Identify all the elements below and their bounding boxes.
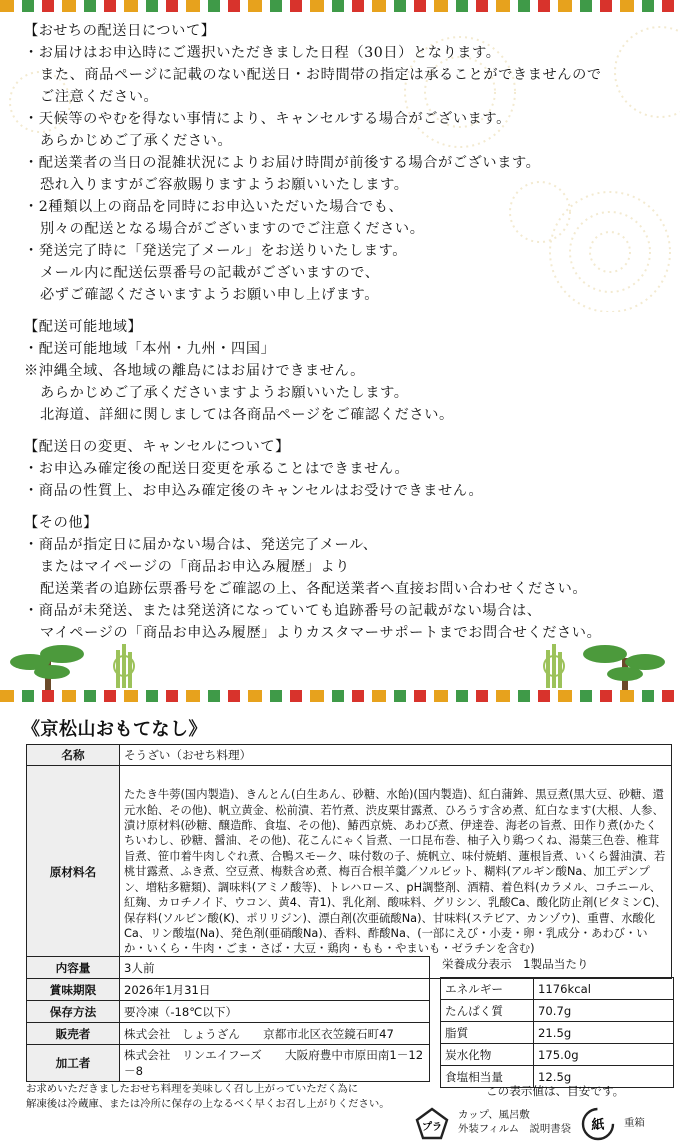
table-row bbox=[441, 1022, 674, 1044]
notes-line: ※沖縄全域、各地域の離島にはお届けできません。 bbox=[24, 363, 365, 379]
nutrition-label: エネルギー bbox=[441, 978, 534, 1000]
notes-section-title: 【配送可能地域】 bbox=[24, 319, 143, 335]
table-row bbox=[27, 957, 430, 979]
notes-line: また、商品ページに記載のない配送日・お時間帯の指定は承ることができませんので bbox=[40, 67, 602, 83]
pla-recycle-icon bbox=[414, 1106, 450, 1142]
notes-section-title: 【その他】 bbox=[24, 515, 98, 531]
info-value: 2026年1月31日 bbox=[120, 979, 430, 1001]
ingredients-label: 原材料名 bbox=[27, 766, 120, 979]
product-spec-table bbox=[26, 744, 672, 979]
notes-line: 別々の配送となる場合がございますのでご注意ください。 bbox=[40, 221, 425, 237]
notes-line: ・商品が未発送、または発送済になっていても追跡番号の記載がない場合は、 bbox=[24, 603, 542, 619]
table-row bbox=[441, 1000, 674, 1022]
info-value: 要冷凍（-18℃以下） bbox=[120, 1001, 430, 1023]
info-label: 加工者 bbox=[27, 1045, 120, 1082]
pla-items-line: カップ、風呂敷 bbox=[458, 1109, 530, 1121]
pine-tree-right-icon bbox=[583, 645, 665, 690]
nutrition-value: 70.7g bbox=[534, 1000, 674, 1022]
notes-line: ・配送業者の当日の混雑状況によりお届け時間が前後する場合がございます。 bbox=[24, 155, 541, 171]
paper-recycle-icon bbox=[580, 1106, 616, 1142]
middle-decorative-stripe bbox=[0, 690, 680, 702]
name-value: そうざい（おせち料理） bbox=[120, 745, 672, 766]
nutrition-note: この表示値は、目安です。 bbox=[486, 1084, 625, 1098]
delivery-notes bbox=[24, 20, 664, 644]
table-row bbox=[27, 979, 430, 1001]
nutrition-label: たんぱく質 bbox=[441, 1000, 534, 1022]
notes-line: あらかじめご了承ください。 bbox=[40, 133, 233, 149]
ingredients-value: たたき牛蒡(国内製造)、きんとん(白生あん、砂糖、水飴)(国内製造)、紅白蒲鉾、黒豆煮(黒大豆、砂糖、還元水飴、その他)、帆立黄金、松前漬、若竹煮、渋皮栗甘露煮、ひろうす含め煮、紅白なます(大根、人参、漬け原材料(砂糖、醸造酢、食塩、その他)、鰆西京焼、あわび煮、伊達巻、海老の旨煮、田作り煮(かたくちいわし、砂糖、醤油、その他)、花こんにゃく旨煮、一口昆布巻、柚子入り鶏つくね、湯葉三色巻、椎茸旨煮、笹巾着牛肉しぐれ煮、合鴨スモーク、味付数の子、焼帆立、味付焼蛸、蓮根旨煮、いくら醤油漬、若桃甘露煮、ふき煮、空豆煮、梅麩含め煮、梅百合根羊羹／ソルビット、糊料(アルギン酸Na、加工デンプン、増粘多糖類)、調味料(アミノ酸等)、トレハロース、pH調整剤、酒精、着色料(カラメル、コチニール、紅麹、カロチノイド、ウコン、黄4、青1)、乳化剤、酸味料、グリシン、乳酸Ca、酸化防止剤(ビタミンC)、保存料(ソルビン酸(K)、ポリリジン)、漂白剤(次亜硫酸Na)、甘味料(ステビア、カンゾウ)、重曹、水酸化Ca、リン酸塩(Na)、発色剤(亜硝酸Na)、香料、酢酸Na、(一部にえび・小麦・卵・乳成分・あわび・いか・いくら・牛肉・ごま・さば・大豆・鶏肉・もも・やまいも・ゼラチンを含む) bbox=[120, 766, 672, 979]
top-decorative-stripe bbox=[0, 0, 680, 12]
info-value: 株式会社 しょうざん 京都市北区衣笠鏡石町47 bbox=[120, 1023, 430, 1045]
kadomatsu-right-icon bbox=[544, 644, 564, 688]
storage-note-line: 解凍後は冷蔵庫、または冷所に保存の上なるべく早くお召し上がりください。 bbox=[26, 1098, 390, 1110]
notes-line: ・お申込み確定後の配送日変更を承ることはできません。 bbox=[24, 461, 410, 477]
table-row bbox=[27, 745, 672, 766]
notes-line: メール内に配送伝票番号の記載がございますので、 bbox=[40, 265, 380, 281]
notes-section-title: 【配送日の変更、キャンセルについて】 bbox=[24, 439, 290, 455]
svg-text:プラ: プラ bbox=[422, 1122, 442, 1133]
storage-note-line: お求めいただきましたおせち料理を美味しく召し上がっていただく為に bbox=[26, 1083, 359, 1095]
nutrition-label: 食塩相当量 bbox=[441, 1066, 534, 1088]
table-row bbox=[27, 1045, 430, 1082]
nutrition-value: 12.5g bbox=[534, 1066, 674, 1088]
nutrition-value: 1176kcal bbox=[534, 978, 674, 1000]
notes-line: またはマイページの「商品お申込み履歴」より bbox=[40, 559, 350, 575]
notes-line: ・発送完了時に「発送完了メール」をお送りいたします。 bbox=[24, 243, 408, 259]
table-row bbox=[27, 1001, 430, 1023]
pla-items bbox=[458, 1108, 571, 1136]
notes-line: ・天候等のやむを得ない事情により、キャンセルする場合がございます。 bbox=[24, 111, 511, 127]
info-label: 内容量 bbox=[27, 957, 120, 979]
notes-line: 恐れ入りますがご容赦賜りますようお願いいたします。 bbox=[40, 177, 409, 193]
notes-line: ・2種類以上の商品を同時にお申込いただいた場合でも、 bbox=[24, 199, 404, 215]
notes-section-title: 【おせちの配送日について】 bbox=[24, 23, 216, 39]
notes-line: ・商品の性質上、お申込み確定後のキャンセルはお受けできません。 bbox=[24, 483, 484, 499]
pla-items-line: 外装フィルム 説明書袋 bbox=[458, 1123, 572, 1135]
notes-line: マイページの「商品お申込み履歴」よりカスタマーサポートまでお問合せください。 bbox=[40, 625, 602, 641]
product-info-table bbox=[26, 956, 430, 1082]
product-heading: 《京松山おもてなし》 bbox=[22, 719, 207, 740]
notes-line: ・配送可能地域「本州・九州・四国」 bbox=[24, 341, 276, 357]
name-label: 名称 bbox=[27, 745, 120, 766]
notes-line: ・お届けはお申込時にご選択いただきました日程（30日）となります。 bbox=[24, 45, 501, 61]
svg-text:紙: 紙 bbox=[591, 1118, 605, 1133]
info-label: 保存方法 bbox=[27, 1001, 120, 1023]
pine-decoration-row bbox=[0, 640, 680, 690]
notes-line: あらかじめご了承くださいますようお願いいたします。 bbox=[40, 385, 409, 401]
nutrition-table bbox=[440, 977, 674, 1088]
nutrition-label: 脂質 bbox=[441, 1022, 534, 1044]
nutrition-label: 炭水化物 bbox=[441, 1044, 534, 1066]
notes-line: ・商品が指定日に届かない場合は、発送完了メール、 bbox=[24, 537, 378, 553]
table-row bbox=[27, 766, 672, 979]
paper-items: 重箱 bbox=[624, 1117, 645, 1129]
nutrition-value: 21.5g bbox=[534, 1022, 674, 1044]
info-value: 3人前 bbox=[120, 957, 430, 979]
nutrition-value: 175.0g bbox=[534, 1044, 674, 1066]
storage-note bbox=[26, 1082, 426, 1112]
info-label: 販売者 bbox=[27, 1023, 120, 1045]
table-row bbox=[27, 1023, 430, 1045]
notes-line: 北海道、詳細に関しましては各商品ページをご確認ください。 bbox=[40, 407, 454, 423]
notes-line: ご注意ください。 bbox=[40, 89, 159, 105]
info-label: 賞味期限 bbox=[27, 979, 120, 1001]
table-row bbox=[441, 978, 674, 1000]
pine-tree-left-icon bbox=[10, 645, 84, 690]
notes-line: 必ずご確認くださいますようお願い申し上げます。 bbox=[40, 287, 379, 303]
nutrition-title: 栄養成分表示 1製品当たり bbox=[442, 957, 589, 971]
table-row bbox=[441, 1044, 674, 1066]
kadomatsu-left-icon bbox=[114, 644, 134, 688]
notes-line: 配送業者の追跡伝票番号をご確認の上、各配送業者へ直接お問い合わせください。 bbox=[40, 581, 588, 597]
info-value: 株式会社 リンエイフーズ 大阪府豊中市原田南1－12－8 bbox=[120, 1045, 430, 1082]
